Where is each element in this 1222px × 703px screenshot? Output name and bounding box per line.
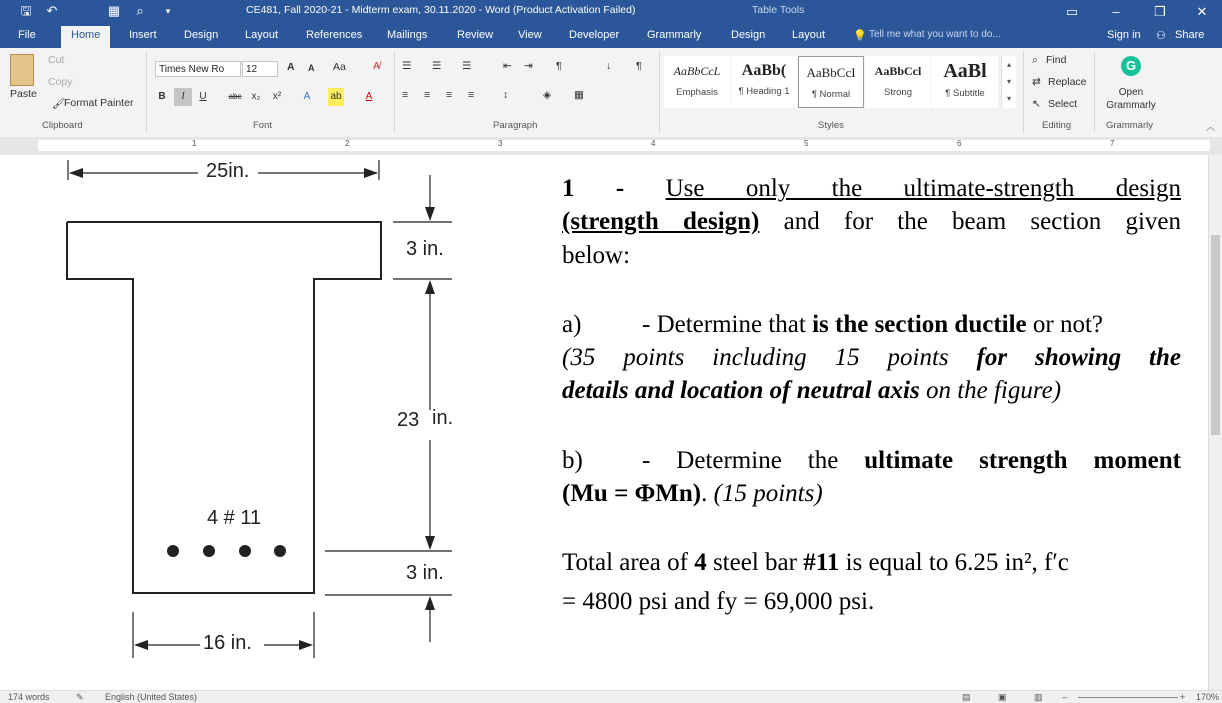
ribbon bbox=[0, 48, 1222, 138]
style-emphasis[interactable] bbox=[664, 56, 730, 108]
given-bar-size: #11 bbox=[803, 549, 840, 576]
part-a-label: a) bbox=[562, 311, 582, 338]
given-pre: Total area of bbox=[562, 549, 688, 576]
tell-me-box[interactable]: Tell me what you want to do... bbox=[869, 29, 1001, 40]
style-name: ¶ Heading 1 bbox=[738, 86, 790, 97]
tab-mailings[interactable]: Mailings bbox=[387, 29, 428, 41]
read-mode-icon[interactable]: ▤ bbox=[962, 692, 971, 702]
search-icon[interactable]: ⌕ bbox=[136, 3, 144, 18]
person-icon: ⚇ bbox=[1156, 30, 1166, 42]
divider bbox=[659, 52, 660, 132]
arrow-head bbox=[69, 168, 83, 178]
tab-grammarly[interactable]: Grammarly bbox=[647, 29, 702, 41]
print-layout-icon[interactable]: ▣ bbox=[998, 692, 1007, 702]
beam-outline bbox=[67, 222, 381, 593]
scrollbar-thumb[interactable] bbox=[1211, 235, 1220, 435]
superscript-button[interactable]: x² bbox=[272, 91, 282, 102]
font-name-field[interactable]: Times New Ro bbox=[155, 61, 241, 77]
style-preview: AaBb( bbox=[741, 62, 787, 79]
calculator-icon[interactable]: ▦ bbox=[107, 3, 121, 18]
grammarly-group-label: Grammarly bbox=[1106, 120, 1153, 131]
undo-icon[interactable]: ↶ bbox=[46, 3, 58, 18]
part-a-text bbox=[642, 311, 1103, 339]
ruler-number: 7 bbox=[1110, 139, 1115, 148]
horizontal-ruler[interactable] bbox=[0, 137, 1222, 155]
style-preview: AaBbCcL bbox=[673, 64, 721, 78]
paste-icon[interactable] bbox=[10, 54, 34, 86]
find-button[interactable]: Find bbox=[1046, 54, 1067, 66]
font-size-field[interactable]: 12 bbox=[242, 61, 278, 77]
part-b-bold: ultimate strength moment bbox=[864, 447, 1181, 474]
replace-button[interactable]: Replace bbox=[1048, 76, 1087, 88]
underline-button[interactable]: U bbox=[199, 91, 207, 102]
title-bar bbox=[0, 0, 1222, 24]
question-line-2 bbox=[562, 208, 1181, 236]
part-b-label: b) bbox=[562, 447, 583, 474]
italic-button[interactable]: I bbox=[174, 88, 192, 106]
arrow-head bbox=[425, 280, 435, 294]
document-page[interactable] bbox=[0, 155, 1208, 690]
zoom-level[interactable]: 170% bbox=[1196, 692, 1220, 702]
editing-group-label: Editing bbox=[1042, 120, 1072, 131]
ruler-number: 6 bbox=[957, 139, 962, 148]
top-width-label: 25in. bbox=[206, 160, 250, 182]
style-name: Strong bbox=[884, 87, 912, 98]
web-depth-label: 23 bbox=[397, 409, 420, 431]
bullets-icon[interactable]: ☰ bbox=[402, 60, 412, 72]
align-center-icon[interactable]: ≡ bbox=[424, 89, 431, 101]
web-width-label: 16 in. bbox=[203, 632, 252, 654]
ruler-number: 1 bbox=[192, 139, 197, 148]
tab-file[interactable]: File bbox=[18, 29, 36, 41]
part-a-bold: is the section ductile bbox=[812, 311, 1027, 338]
ribbon-display-button[interactable]: ▭ bbox=[1065, 4, 1079, 19]
tab-table-layout[interactable]: Layout bbox=[792, 29, 826, 41]
ruler-number: 5 bbox=[804, 139, 809, 148]
tab-layout[interactable]: Layout bbox=[245, 29, 279, 41]
strength-design-text: (strength design) bbox=[562, 208, 760, 235]
rebar-dot bbox=[274, 545, 286, 557]
shading-icon[interactable]: ◈ bbox=[543, 89, 552, 101]
divider bbox=[1094, 52, 1095, 132]
styles-scroll[interactable]: ▴ ▾ ▾ bbox=[1001, 56, 1016, 108]
part-a-points-2-post: on the figure) bbox=[925, 377, 1062, 404]
part-b-pre: - Determine the bbox=[642, 447, 839, 474]
highlight-icon[interactable]: ab bbox=[328, 88, 344, 106]
text-direction-icon[interactable]: ¶ bbox=[556, 60, 562, 72]
ruler-area bbox=[38, 140, 1210, 151]
part-a-post: or not? bbox=[1032, 311, 1104, 338]
style-preview: AaBl bbox=[943, 60, 987, 82]
context-title: Table Tools bbox=[752, 4, 805, 16]
shrink-font-button[interactable]: A bbox=[308, 63, 315, 73]
zoom-slider[interactable] bbox=[1078, 697, 1178, 698]
open-grammarly-button[interactable]: Open Grammarly bbox=[1106, 87, 1156, 111]
ruler-number: 4 bbox=[651, 139, 656, 148]
change-case-button[interactable]: Aa bbox=[333, 61, 346, 73]
part-b-points: (15 points) bbox=[713, 480, 823, 507]
format-painter-button[interactable]: Format Painter bbox=[64, 97, 134, 109]
part-b-text bbox=[642, 447, 1181, 475]
part-b-line-2: (Mu = ΦMn). (15 points) bbox=[562, 480, 823, 507]
save-icon[interactable]: 🖫 bbox=[20, 3, 32, 18]
sort-icon[interactable]: ↓ bbox=[606, 60, 612, 72]
given-rest: is equal to 6.25 in², f′c bbox=[845, 549, 1069, 576]
lightbulb-icon: 💡 bbox=[853, 30, 867, 42]
style-strong[interactable] bbox=[865, 56, 931, 108]
style-preview: AaBbCcl bbox=[874, 64, 922, 78]
style-heading-1[interactable] bbox=[731, 56, 797, 108]
sign-in-link[interactable]: Sign in bbox=[1107, 29, 1141, 41]
divider bbox=[1023, 52, 1024, 132]
given-line-2: = 4800 psi and fy = 69,000 psi. bbox=[562, 588, 875, 615]
web-layout-icon[interactable]: ▥ bbox=[1034, 692, 1043, 702]
question-line-3: below: bbox=[562, 242, 631, 269]
question-line-1 bbox=[562, 175, 1181, 203]
language-status[interactable]: English (United States) bbox=[105, 692, 198, 702]
justify-icon[interactable]: ≡ bbox=[468, 89, 475, 101]
zoom-in-icon[interactable]: + bbox=[1180, 692, 1186, 702]
minimize-button[interactable]: – bbox=[1112, 4, 1120, 19]
collapse-ribbon-icon[interactable]: ︿ bbox=[1206, 122, 1216, 132]
multilevel-list-icon[interactable]: ☰ bbox=[462, 60, 472, 72]
question-number: 1 bbox=[562, 175, 575, 202]
replace-icon: ⇄ bbox=[1032, 76, 1041, 88]
status-bar bbox=[0, 690, 1222, 703]
font-group-label: Font bbox=[253, 120, 273, 131]
style-name: ¶ Normal bbox=[811, 89, 851, 100]
share-button[interactable]: Share bbox=[1175, 29, 1205, 41]
clipboard-group-label: Clipboard bbox=[42, 120, 83, 131]
subscript-button[interactable]: x₂ bbox=[251, 91, 261, 102]
tab-home[interactable]: Home bbox=[61, 26, 110, 48]
mu-formula: (Mu = ΦMn) bbox=[562, 480, 702, 507]
rebar-label: 4 # 11 bbox=[207, 507, 262, 529]
select-button[interactable]: Select bbox=[1048, 98, 1078, 110]
part-a-points-line-1 bbox=[562, 344, 1181, 372]
ruler-number: 3 bbox=[498, 139, 503, 148]
part-a-points-line-2 bbox=[562, 377, 1061, 405]
paragraph-group-label: Paragraph bbox=[493, 120, 538, 131]
part-a-points-2-bold: details and location of neutral axis bbox=[562, 377, 920, 404]
arrow-head bbox=[134, 640, 148, 650]
part-a-points-1: (35 points including 15 points bbox=[562, 344, 949, 371]
clear-format-icon[interactable]: A̸ bbox=[373, 60, 381, 72]
given-line-1 bbox=[562, 549, 1069, 577]
rebar-dot bbox=[203, 545, 215, 557]
close-button[interactable]: ✕ bbox=[1196, 4, 1208, 19]
tab-design[interactable]: Design bbox=[184, 29, 219, 41]
given-bar-count: 4 bbox=[694, 549, 707, 576]
style-subtitle[interactable] bbox=[932, 56, 998, 108]
arrow-head bbox=[364, 168, 378, 178]
brush-icon: 🖌 bbox=[52, 98, 66, 110]
select-icon: ↖ bbox=[1032, 98, 1041, 110]
style-name: Emphasis bbox=[676, 87, 718, 98]
word-count[interactable]: 174 words bbox=[8, 692, 50, 702]
proofing-icon[interactable]: ✎ bbox=[76, 692, 84, 702]
tab-table-design[interactable]: Design bbox=[731, 29, 766, 41]
flange-depth-label: 3 in. bbox=[406, 238, 444, 260]
customize-qat-icon[interactable]: ▾ bbox=[165, 6, 171, 16]
restore-button[interactable]: ❐ bbox=[1154, 4, 1166, 19]
arrow-head bbox=[425, 596, 435, 610]
find-icon: ⌕ bbox=[1032, 54, 1038, 66]
t-beam-figure bbox=[0, 155, 540, 690]
tab-view[interactable]: View bbox=[518, 29, 542, 41]
decrease-indent-icon[interactable]: ⇤ bbox=[503, 60, 512, 72]
arrow-head bbox=[425, 207, 435, 221]
window-title: CE481, Fall 2020-21 - Midterm exam, 30.11.2020 - Word (Product Activation Failed) bbox=[246, 4, 636, 16]
show-marks-icon[interactable]: ¶ bbox=[636, 60, 642, 72]
increase-indent-icon[interactable]: ⇥ bbox=[524, 60, 533, 72]
style-preview: AaBbCcI bbox=[806, 65, 856, 80]
paste-button[interactable]: Paste bbox=[10, 88, 37, 100]
given-mid: steel bar bbox=[712, 549, 797, 576]
part-a-points-bold: for showing the bbox=[976, 344, 1181, 371]
arrow-head bbox=[299, 640, 313, 650]
ruler-number: 2 bbox=[345, 139, 350, 148]
line-spacing-icon[interactable]: ↕ bbox=[503, 89, 509, 101]
style-name: ¶ Subtitle bbox=[945, 88, 985, 99]
part-a-pre: - Determine that bbox=[642, 311, 806, 338]
question-dash: - bbox=[615, 175, 625, 202]
ribbon-tabs bbox=[0, 24, 1222, 48]
cut-button[interactable]: Cut bbox=[48, 54, 65, 66]
divider bbox=[146, 52, 147, 132]
divider bbox=[394, 52, 395, 132]
tab-developer[interactable]: Developer bbox=[569, 29, 620, 41]
align-right-icon[interactable]: ≡ bbox=[446, 89, 453, 101]
tab-references[interactable]: References bbox=[306, 29, 363, 41]
grow-font-button[interactable]: A bbox=[287, 61, 295, 73]
align-left-icon[interactable]: ≡ bbox=[402, 89, 409, 101]
arrow-head bbox=[425, 536, 435, 550]
numbering-icon[interactable]: ☰ bbox=[432, 60, 442, 72]
question-line-2-text: and for the beam section given bbox=[783, 208, 1181, 235]
style-normal[interactable] bbox=[798, 56, 864, 108]
grammarly-icon[interactable]: G bbox=[1121, 56, 1141, 76]
web-depth-unit: in. bbox=[432, 407, 454, 429]
bold-button[interactable]: B bbox=[158, 91, 166, 102]
text-effects-icon[interactable]: A bbox=[303, 91, 311, 102]
rebar-dot bbox=[167, 545, 179, 557]
question-heading: Use only the ultimate-strength design bbox=[665, 175, 1181, 202]
borders-icon[interactable]: ▦ bbox=[574, 89, 584, 101]
tab-review[interactable]: Review bbox=[457, 29, 494, 41]
copy-button[interactable]: Copy bbox=[48, 76, 73, 88]
strikethrough-button[interactable]: abc bbox=[228, 92, 242, 101]
tab-insert[interactable]: Insert bbox=[129, 29, 157, 41]
rebar-dot bbox=[239, 545, 251, 557]
styles-group-label: Styles bbox=[818, 120, 844, 131]
vertical-scrollbar[interactable] bbox=[1208, 155, 1222, 690]
cover-label: 3 in. bbox=[406, 562, 444, 584]
font-color-icon[interactable]: A bbox=[365, 91, 373, 102]
zoom-out-icon[interactable]: – bbox=[1062, 692, 1068, 702]
